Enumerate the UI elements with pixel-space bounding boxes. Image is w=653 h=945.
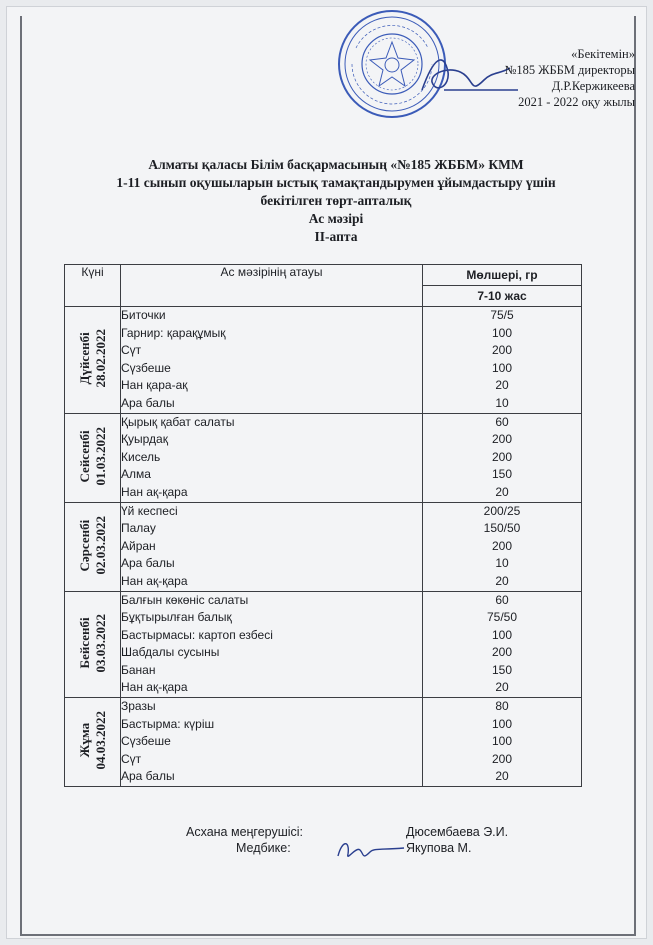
dish-item: Сүзбеше bbox=[121, 734, 171, 749]
amount-item: 150 bbox=[491, 662, 513, 677]
approval-block bbox=[504, 46, 635, 110]
dish-item: Биточки bbox=[121, 308, 166, 322]
amount-item: 20 bbox=[495, 680, 509, 695]
header-day: Күні bbox=[65, 265, 121, 307]
dish-list-cell bbox=[121, 502, 423, 591]
dish-item: Кисель bbox=[121, 449, 161, 464]
title-line-2: 1-11 сынып оқушыларын ыстық тамақтандырумен ұйымдастыру үшін bbox=[116, 175, 556, 190]
approval-position: №185 ЖББМ директоры bbox=[504, 63, 635, 77]
day-cell bbox=[65, 591, 121, 698]
nurse-name: Якупова М. bbox=[406, 841, 472, 855]
nurse-role: Медбике: bbox=[236, 841, 291, 855]
day-name: Жұма bbox=[76, 723, 92, 758]
day-date: 04.03.2022 bbox=[92, 711, 108, 770]
approval-director-name: Д.Р.Кержикеева bbox=[551, 79, 635, 93]
dish-list-cell bbox=[121, 413, 423, 502]
amount-item: 20 bbox=[495, 573, 509, 588]
day-row bbox=[65, 413, 582, 502]
menu-table bbox=[64, 264, 582, 787]
day-cell bbox=[65, 698, 121, 787]
document-title bbox=[46, 156, 626, 246]
title-line-5: ІІ-апта bbox=[314, 229, 358, 244]
dish-list-cell bbox=[121, 307, 423, 414]
dish-item: Айран bbox=[121, 538, 156, 553]
dish-list-cell bbox=[121, 591, 423, 698]
day-row bbox=[65, 307, 582, 414]
dish-item: Гарнир: қарақұмық bbox=[121, 325, 226, 340]
dish-item: Нан ақ-қара bbox=[121, 484, 188, 499]
amount-item: 200 bbox=[491, 645, 513, 660]
day-name: Дүйсенбі bbox=[76, 332, 92, 385]
canteen-manager-role: Асхана меңгерушісі: bbox=[186, 825, 304, 839]
day-row bbox=[65, 698, 582, 787]
amount-item: 200 bbox=[491, 432, 513, 447]
amount-item: 80 bbox=[495, 699, 509, 714]
dish-item: Палау bbox=[121, 521, 156, 536]
dish-item: Ара балы bbox=[121, 395, 175, 410]
day-label bbox=[77, 329, 109, 388]
amount-item: 60 bbox=[495, 592, 509, 607]
dish-item: Сүт bbox=[121, 343, 142, 358]
amount-item: 10 bbox=[495, 395, 509, 410]
header-dish: Ас мәзірінің атауы bbox=[121, 265, 423, 307]
dish-item: Банан bbox=[121, 662, 156, 677]
amount-item: 100 bbox=[491, 360, 513, 375]
day-row bbox=[65, 591, 582, 698]
amount-item: 20 bbox=[495, 769, 509, 784]
title-line-4: Ас мәзірі bbox=[308, 211, 364, 226]
day-row bbox=[65, 502, 582, 591]
amount-item: 200 bbox=[491, 343, 513, 358]
amount-list-cell bbox=[423, 591, 582, 698]
dish-item: Нан қара-ақ bbox=[121, 378, 188, 393]
amount-item: 10 bbox=[495, 556, 509, 571]
dish-item: Ара балы bbox=[121, 769, 175, 784]
day-name: Бейсенбі bbox=[76, 617, 92, 669]
amount-item: 100 bbox=[491, 716, 513, 731]
amount-item: 100 bbox=[491, 325, 513, 340]
dish-item: Бастырмасы: картоп езбесі bbox=[121, 627, 273, 642]
approval-heading: «Бекітемін» bbox=[571, 47, 635, 61]
day-date: 01.03.2022 bbox=[92, 426, 108, 486]
amount-item: 150/50 bbox=[483, 521, 521, 536]
amount-item: 200 bbox=[491, 751, 513, 766]
header-amount: Мөлшері, гр bbox=[423, 265, 582, 286]
dish-item: Қырық қабат салаты bbox=[121, 414, 235, 429]
amount-item: 150 bbox=[491, 467, 513, 482]
dish-item: Балғын көкөніс салаты bbox=[121, 592, 249, 607]
amount-item: 75/5 bbox=[490, 308, 514, 322]
day-cell bbox=[65, 413, 121, 502]
amount-item: 20 bbox=[495, 378, 509, 393]
amount-list-cell bbox=[423, 698, 582, 787]
amount-item: 20 bbox=[495, 484, 509, 499]
approval-year: 2021 - 2022 оқу жылы bbox=[518, 95, 635, 109]
dish-item: Зразы bbox=[121, 699, 156, 714]
amount-item: 60 bbox=[495, 414, 509, 429]
canteen-manager-name: Дюсембаева Э.И. bbox=[406, 825, 509, 839]
amount-item: 200 bbox=[491, 538, 513, 553]
dish-item: Қуырдақ bbox=[121, 432, 168, 447]
amount-item: 200 bbox=[491, 449, 513, 464]
dish-item: Нан ақ-қара bbox=[121, 680, 188, 695]
dish-item: Сүт bbox=[121, 751, 142, 766]
day-label bbox=[77, 614, 109, 673]
dish-item: Үй кеспесі bbox=[121, 503, 178, 518]
dish-item: Ара балы bbox=[121, 556, 175, 571]
document-sheet bbox=[6, 6, 647, 939]
amount-list-cell bbox=[423, 307, 582, 414]
amount-item: 100 bbox=[491, 627, 513, 642]
title-line-3: бекітілген төрт-апталық bbox=[260, 193, 412, 208]
amount-list-cell bbox=[423, 413, 582, 502]
day-label bbox=[77, 427, 109, 486]
day-label bbox=[77, 711, 109, 770]
day-cell bbox=[65, 307, 121, 414]
dish-item: Шабдалы сусыны bbox=[121, 645, 220, 660]
dish-item: Нан ақ-қара bbox=[121, 573, 188, 588]
amount-list-cell bbox=[423, 502, 582, 591]
nurse-signature bbox=[334, 836, 408, 864]
title-line-1: Алматы қаласы Білім басқармасының «№185 ЖББМ» КММ bbox=[148, 157, 524, 172]
day-label bbox=[77, 516, 109, 575]
menu-body bbox=[65, 307, 582, 787]
dish-item: Бұқтырылған балық bbox=[121, 610, 232, 625]
day-date: 02.03.2022 bbox=[92, 515, 108, 575]
day-date: 03.03.2022 bbox=[92, 613, 108, 673]
amount-item: 200/25 bbox=[483, 503, 521, 518]
dish-item: Бастырма: күріш bbox=[121, 716, 215, 731]
header-age-group: 7-10 жас bbox=[423, 286, 582, 307]
day-name: Сейсенбі bbox=[76, 430, 92, 483]
day-cell bbox=[65, 502, 121, 591]
amount-item: 75/50 bbox=[486, 610, 518, 625]
amount-item: 100 bbox=[491, 734, 513, 749]
dish-item: Алма bbox=[121, 467, 151, 482]
dish-item: Сүзбеше bbox=[121, 360, 171, 375]
day-date: 28.02.2022 bbox=[92, 329, 108, 388]
day-name: Сәрсенбі bbox=[76, 519, 92, 571]
dish-list-cell bbox=[121, 698, 423, 787]
